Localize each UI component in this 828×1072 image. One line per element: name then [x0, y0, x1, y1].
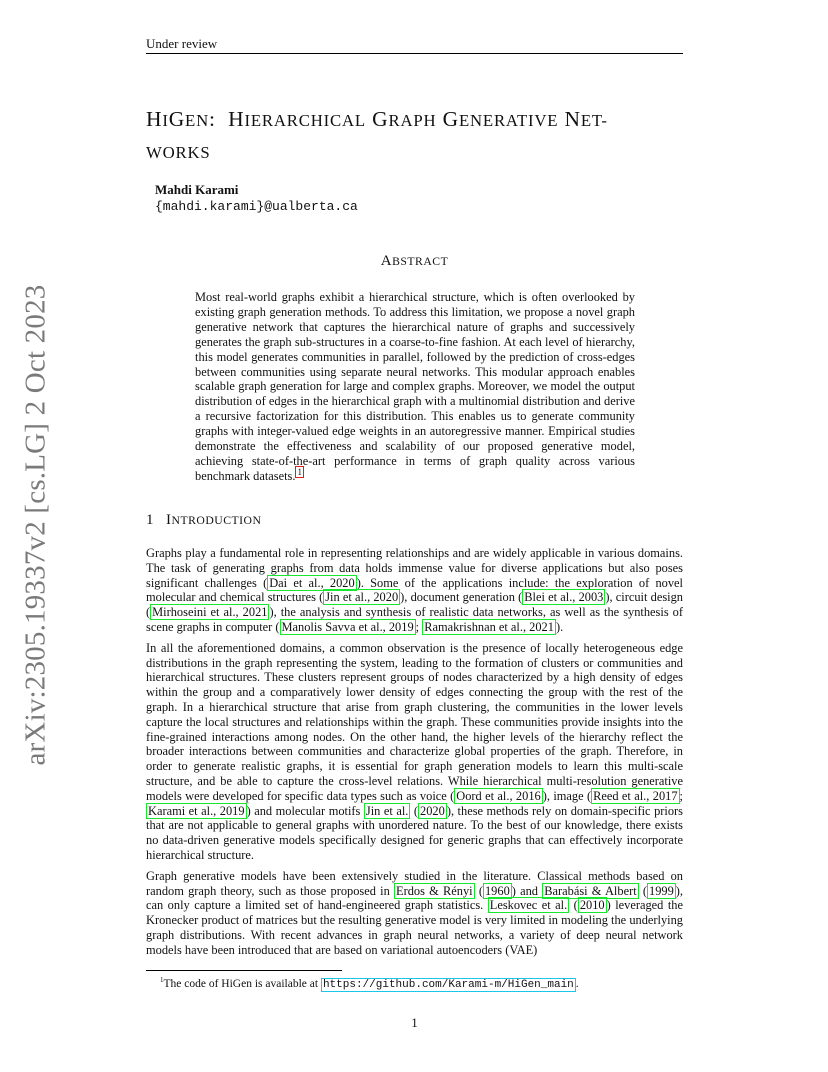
citation-link[interactable]: 2020	[420, 803, 445, 818]
paragraph: Graphs play a fundamental role in representing relationships and are widely applicable in various domains. The task of generating graphs from data holds immense value for diverse applications but also poses significant challenges ( Dai et al., 2020 ). Some of the applications include: the exploration of novel molecular and chemical structures ( Jin et al., 2020 ), document generation ( Blei et al., 2003 ), circuit design ( Mirhoseini et al., 2021 ), the analysis and synthesis of realistic data networks, as well as the synthesis of scene graphs in computer ( Manolis Savva et al., 2019 ; Ramakrishnan et al., 2021 ).	[146, 546, 683, 634]
paragraph: In all the aforementioned domains, a common observation is the presence of locally heterogeneous edge distributions in the graph representing the system, leading to the formation of clusters or communities and hierarchical structures. These clusters represent groups of nodes characterized by a high density of edges within the group and a comparatively lower density of edges connecting the group with the rest of the graph. In a hierarchical structure that arise from graph clustering, the communities in the lower levels capture the local structures and relationships within the graph. These communities provide insights into the fine-grained interactions among nodes. On the other hand, the higher levels of the hierarchy reflect the broader interactions between communities and characterize global properties of the graph. Therefore, in order to generate realistic graphs, it is essential for graph generation models to learn this multi-scale structure, and be able to capture the cross-level relations. While hierarchical multi-resolution generative models were developed for specific data types such as voice ( Oord et al., 2016 ), image ( Reed et al., 2017 ; Karami et al., 2019 ) and molecular motifs Jin et al. ( 2020 ), these methods rely on domain-specific priors that are not applicable to general graphs with unordered nature. To the best of our knowledge, there exists no data-driven generative models specifically designed for generic graphs that can effectively incorporate hierarchical structure.	[146, 640, 683, 862]
citation-link[interactable]: 1999	[649, 883, 674, 898]
author-name: Mahdi Karami	[155, 182, 239, 197]
citation-link[interactable]: Manolis Savva et al., 2019	[281, 619, 414, 634]
citation-link[interactable]: Ramakrishnan et al., 2021	[424, 619, 554, 634]
paragraph: Graph generative models have been extensively studied in the literature. Classical methods based on random graph theory, such as those proposed in Erdos & Rényi ( 1960 ) and Barabási & Albert ( 1999 ), can only capture a limited set of hand-engineered graph statistics. Leskovec et al. ( 2010 ) leveraged the Kronecker product of matrices but the resulting generative model is very limited in modeling the underlying graph distributions. With recent advances in graph neural networks, a variety of deep neural network models have been introduced that are based on variational autoencoders (VAE)	[146, 868, 684, 957]
running-header: Under review	[146, 36, 218, 51]
footnote-rule	[146, 970, 342, 971]
citation-link[interactable]: Reed et al., 2017	[593, 788, 678, 803]
citation-link[interactable]: Oord et al., 2016	[456, 788, 541, 803]
footnote: $^1$The code of HiGen is available at https://github.com/Karami-m/HiGen_main .	[160, 976, 579, 991]
citation-link[interactable]: 1960	[484, 883, 510, 898]
citation-link[interactable]: Jin et al.	[365, 803, 409, 818]
citation-link[interactable]: Barabási & Albert	[544, 883, 637, 898]
citation-link[interactable]: Jin et al., 2020	[325, 590, 399, 605]
code-url-link[interactable]: https://github.com/Karami-m/HiGen_main	[322, 978, 574, 991]
page-number: 1	[411, 1015, 418, 1030]
citation-link[interactable]: Leskovec et al.	[489, 898, 568, 913]
abstract-text: Most real-world graphs exhibit a hierarchical structure, which is often overlooked by existing graph generation methods. To address this limitation, we propose a novel graph generative network that captures the hierarchical nature of graphs and successively generates the graph sub-structures in a coarse-to-fine fashion. At each level of hierarchy, this model generates communities in parallel, followed by the prediction of cross-edges between communities using separate neural networks. This modular approach enables scalable graph generation for large and complex graphs. Moreover, we model the output distribution of edges in the hierarchical graph with a multinomial distribution and derive a recursive factorization for this distribution. This enables us to generate community graphs with integer-valued edge weights in an autoregressive manner. Empirical studies demonstrate the effectiveness and scalability of our proposed generative model, achieving state-of-the-art performance in terms of graph quality across various benchmark datasets. $^1$	[195, 290, 635, 483]
header-rule	[146, 53, 683, 54]
abstract-heading: ABSTRACT	[380, 253, 449, 269]
author-email: {mahdi.karami}@ualberta.ca	[155, 199, 358, 214]
citation-link[interactable]: Mirhoseini et al., 2021	[152, 605, 268, 620]
citation-link[interactable]: Dai et al., 2020	[269, 575, 355, 590]
citation-link[interactable]: 2010	[579, 898, 605, 913]
citation-link[interactable]: Karami et al., 2019	[148, 803, 245, 818]
introduction-body	[146, 546, 683, 964]
citation-link[interactable]: Blei et al., 2003	[524, 590, 604, 605]
section-heading-introduction: 1 INTRODUCTION	[146, 512, 262, 528]
arxiv-stamp-text: arXiv:2305.19337v2 [cs.LG] 2 Oct 2023	[19, 284, 52, 766]
paper-title: HIGEN: HIERARCHICAL GRAPH GENERATIVE NET- WORKS	[146, 107, 608, 162]
footnote-link[interactable]: 1	[297, 466, 302, 477]
citation-link[interactable]: Erdos & Rényi	[396, 883, 473, 898]
